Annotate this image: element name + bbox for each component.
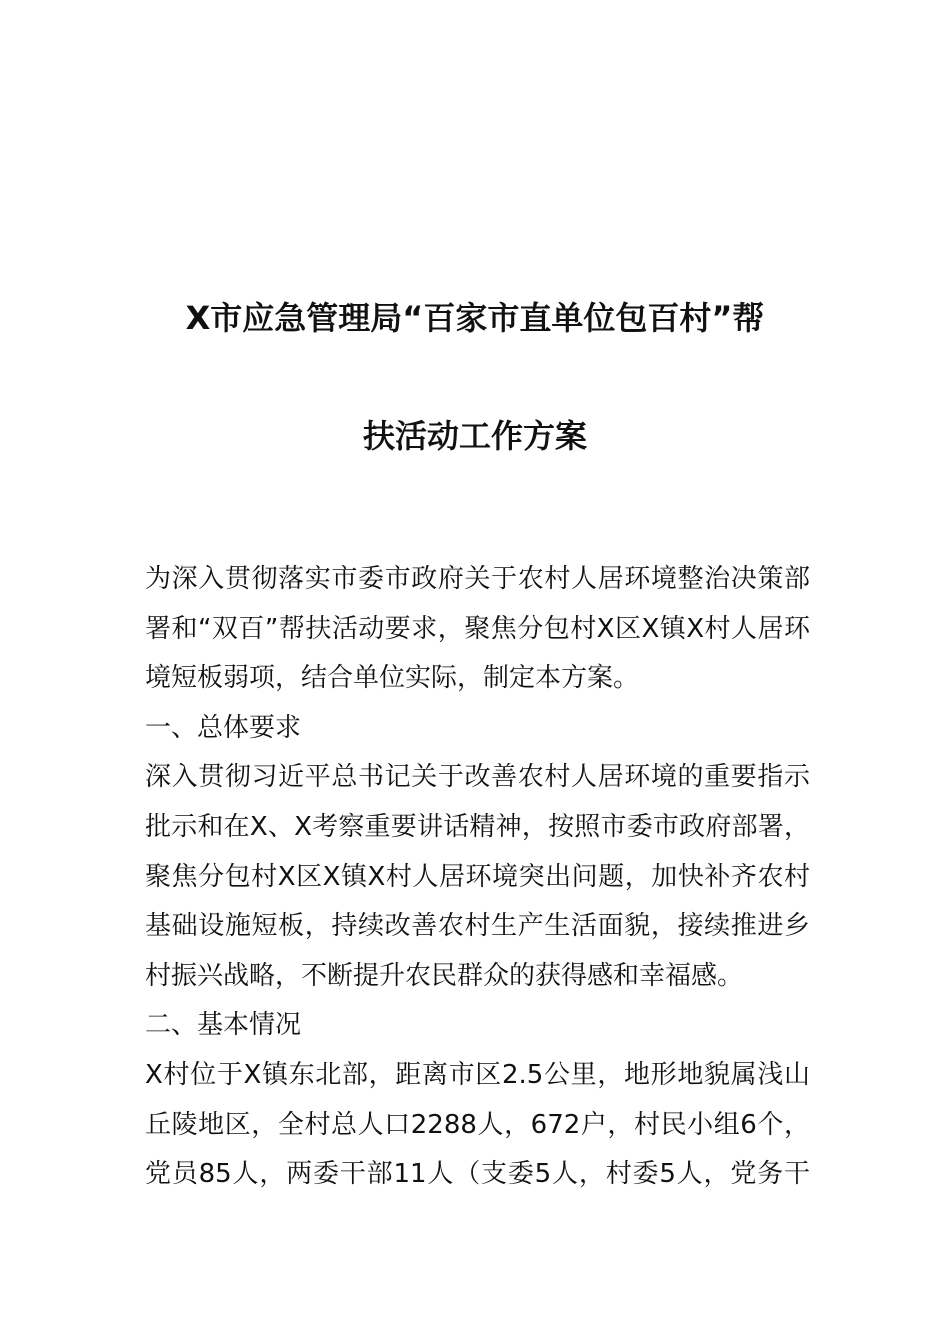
section-2-line-3: 党员85人，两委干部11人（支委5人，村委5人，党务干 (145, 1159, 810, 1190)
section-1-line-2: 批示和在X、X考察重要讲话精神，按照市委市政府部署， (145, 811, 810, 842)
intro-line-1: 为深入贯彻落实市委市政府关于农村人居环境整治决策部 (145, 564, 810, 594)
section-1-line-1: 深入贯彻习近平总书记关于改善农村人居环境的重要指示 (145, 762, 810, 793)
section-1-line-4: 基础设施短板，持续改善农村生产生活面貌，接续推进乡 (145, 911, 810, 942)
intro-line-3: 境短板弱项，结合单位实际，制定本方案。 (145, 663, 640, 694)
document-title-line-1: X市应急管理局“百家市直单位包百村”帮 (185, 299, 765, 337)
section-heading-1: 一、总体要求 (145, 712, 302, 743)
section-2-line-1: X村位于X镇东北部，距离市区2.5公里，地形地貌属浅山 (145, 1059, 810, 1090)
intro-line-2: 署和“双百”帮扶活动要求，聚焦分包村X区X镇X村人居环 (145, 613, 810, 644)
section-1-line-5: 村振兴战略，不断提升农民群众的获得感和幸福感。 (145, 960, 744, 991)
section-heading-2: 二、基本情况 (145, 1010, 302, 1041)
section-1-line-3: 聚焦分包村X区X镇X村人居环境突出问题，加快补齐农村 (145, 861, 810, 892)
section-2-line-2: 丘陵地区，全村总人口2288人，672户，村民小组6个， (145, 1109, 810, 1140)
document-title-line-2: 扶活动工作方案 (362, 417, 587, 455)
document-body (145, 555, 810, 1200)
